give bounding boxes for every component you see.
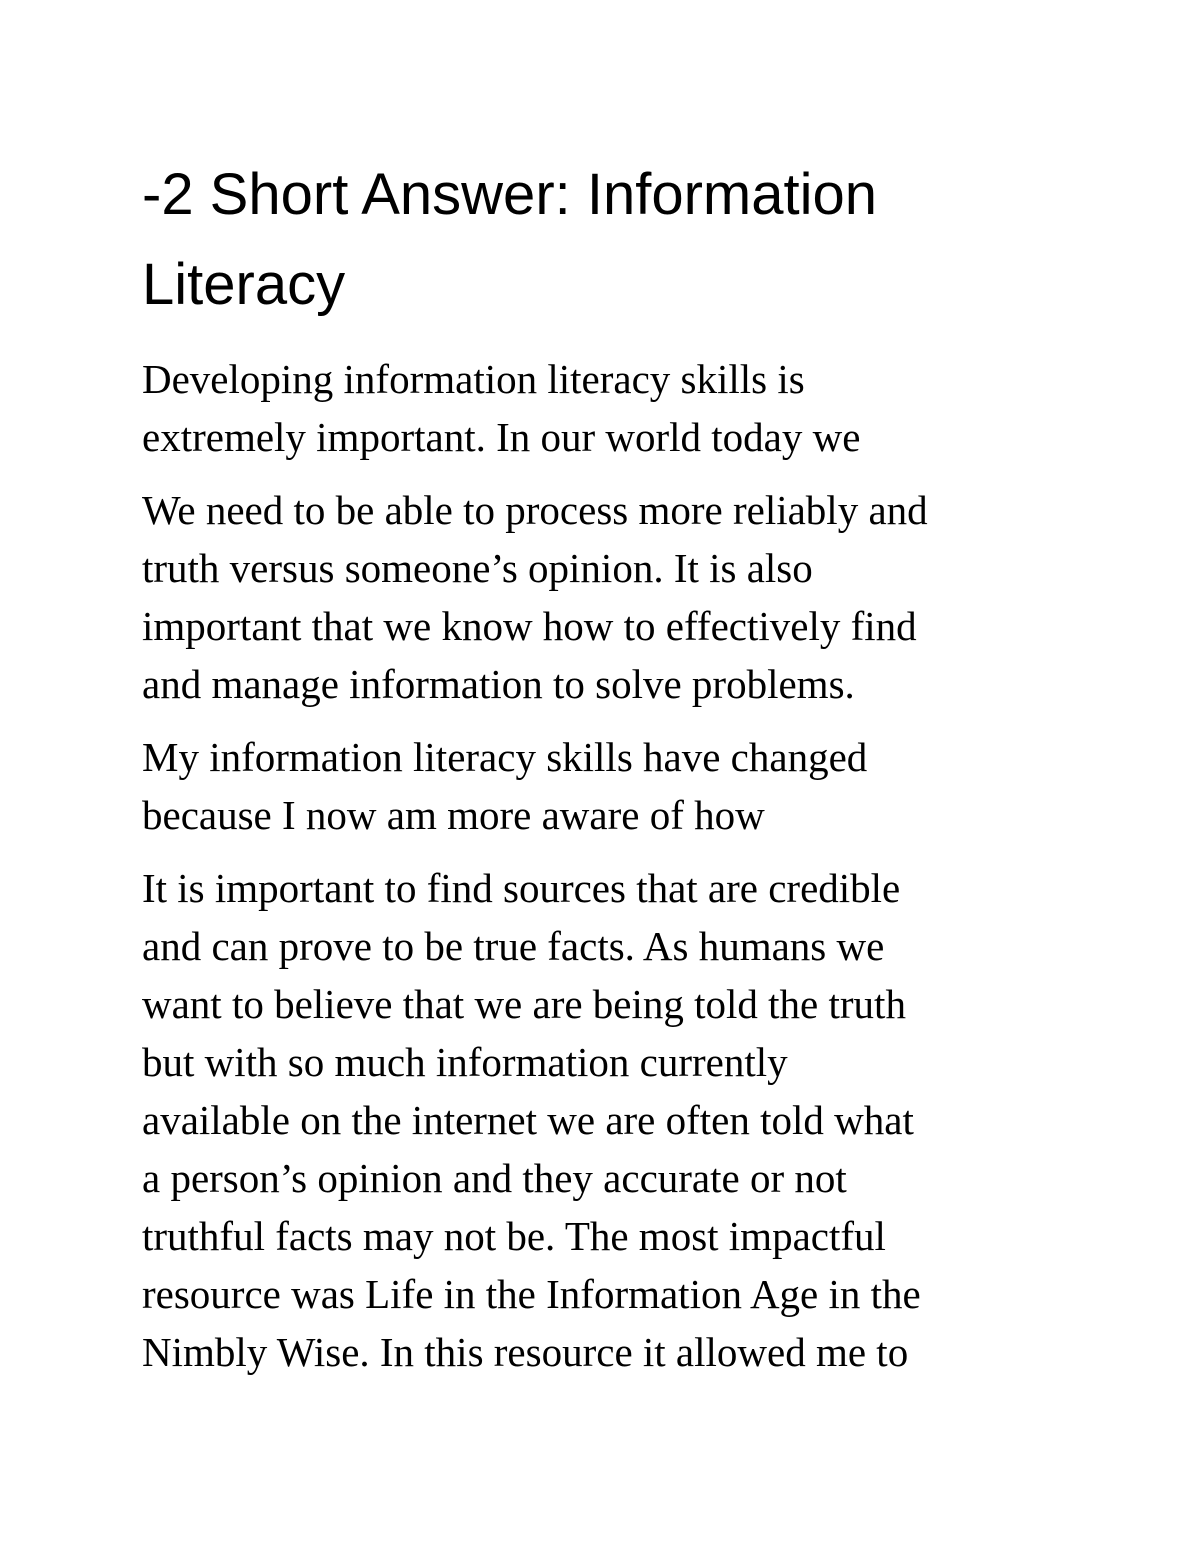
paragraph-2 xyxy=(142,481,1072,713)
title-line: Literacy xyxy=(142,252,346,317)
text-line: Nimbly Wise. In this resource it allowed me to xyxy=(142,1329,909,1375)
text-line: We need to be able to process more reliably and xyxy=(142,487,928,533)
text-line: and can prove to be true facts. As humans we xyxy=(142,923,885,969)
text-line: and manage information to solve problems. xyxy=(142,661,855,707)
text-line: available on the internet we are often told what xyxy=(142,1097,914,1143)
text-line: because I now am more aware of how xyxy=(142,792,765,838)
text-line: It is important to find sources that are credible xyxy=(142,865,901,911)
paragraph-4 xyxy=(142,859,1072,1381)
title-line: -2 Short Answer: Information xyxy=(142,162,877,227)
text-line: want to believe that we are being told the truth xyxy=(142,981,906,1027)
paragraph-1 xyxy=(142,350,1072,466)
text-line: resource was Life in the Information Age in the xyxy=(142,1271,921,1317)
page-title xyxy=(142,150,1072,330)
text-line: My information literacy skills have changed xyxy=(142,734,868,780)
text-line: but with so much information currently xyxy=(142,1039,788,1085)
document-content xyxy=(142,150,1072,1396)
text-line: truthful facts may not be. The most impactful xyxy=(142,1213,886,1259)
paragraph-3 xyxy=(142,728,1072,844)
text-line: extremely important. In our world today we xyxy=(142,414,861,460)
text-line: Developing information literacy skills is xyxy=(142,356,805,402)
text-line: a person’s opinion and they accurate or not xyxy=(142,1155,847,1201)
text-line: important that we know how to effectively find xyxy=(142,603,917,649)
text-line: truth versus someone’s opinion. It is also xyxy=(142,545,813,591)
